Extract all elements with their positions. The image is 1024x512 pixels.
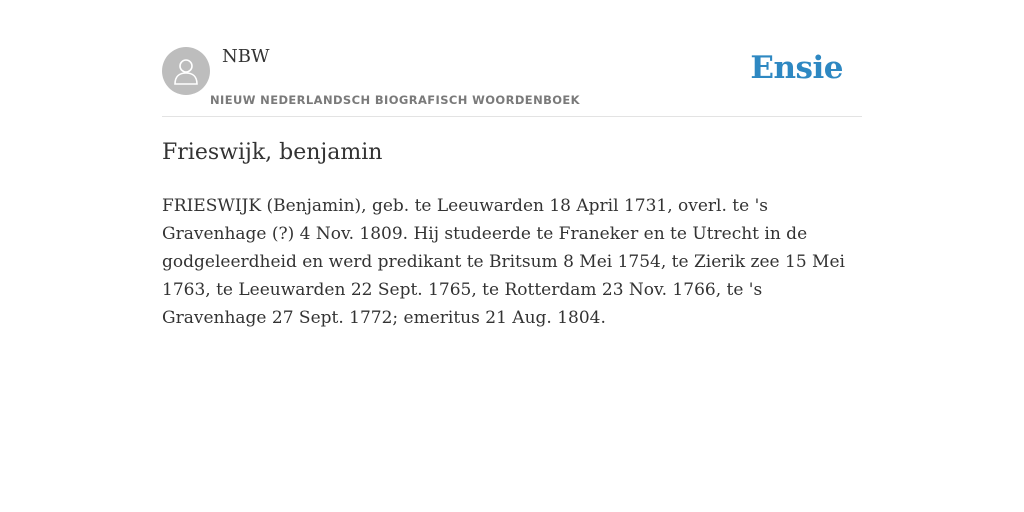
user-icon bbox=[172, 56, 200, 86]
ensie-logo-link[interactable]: Ensie bbox=[750, 50, 843, 86]
source-full-name: NIEUW NEDERLANDSCH BIOGRAFISCH WOORDENBOEK bbox=[210, 93, 580, 107]
entry-title: Frieswijk, benjamin bbox=[162, 140, 383, 165]
avatar[interactable] bbox=[162, 47, 210, 95]
source-name[interactable]: NBW bbox=[222, 46, 270, 67]
entry-text: FRIESWIJK (Benjamin), geb. te Leeuwarden 18 April 1731, overl. te 's Gravenhage (?) 4 Nov. 1809. Hij studeerde te Franeker en te Utrecht in de godgeleerdheid en werd predikant te Britsum 8 Mei 1754, te Zierik zee 15 Mei 1763, te Leeuwarden 22 Sept. 1765, te Rotterdam 23 Nov. 1766, te 's Gravenhage 27 Sept. 1772; emeritus 21 Aug. 1804. bbox=[162, 196, 845, 328]
source-header bbox=[162, 36, 862, 117]
